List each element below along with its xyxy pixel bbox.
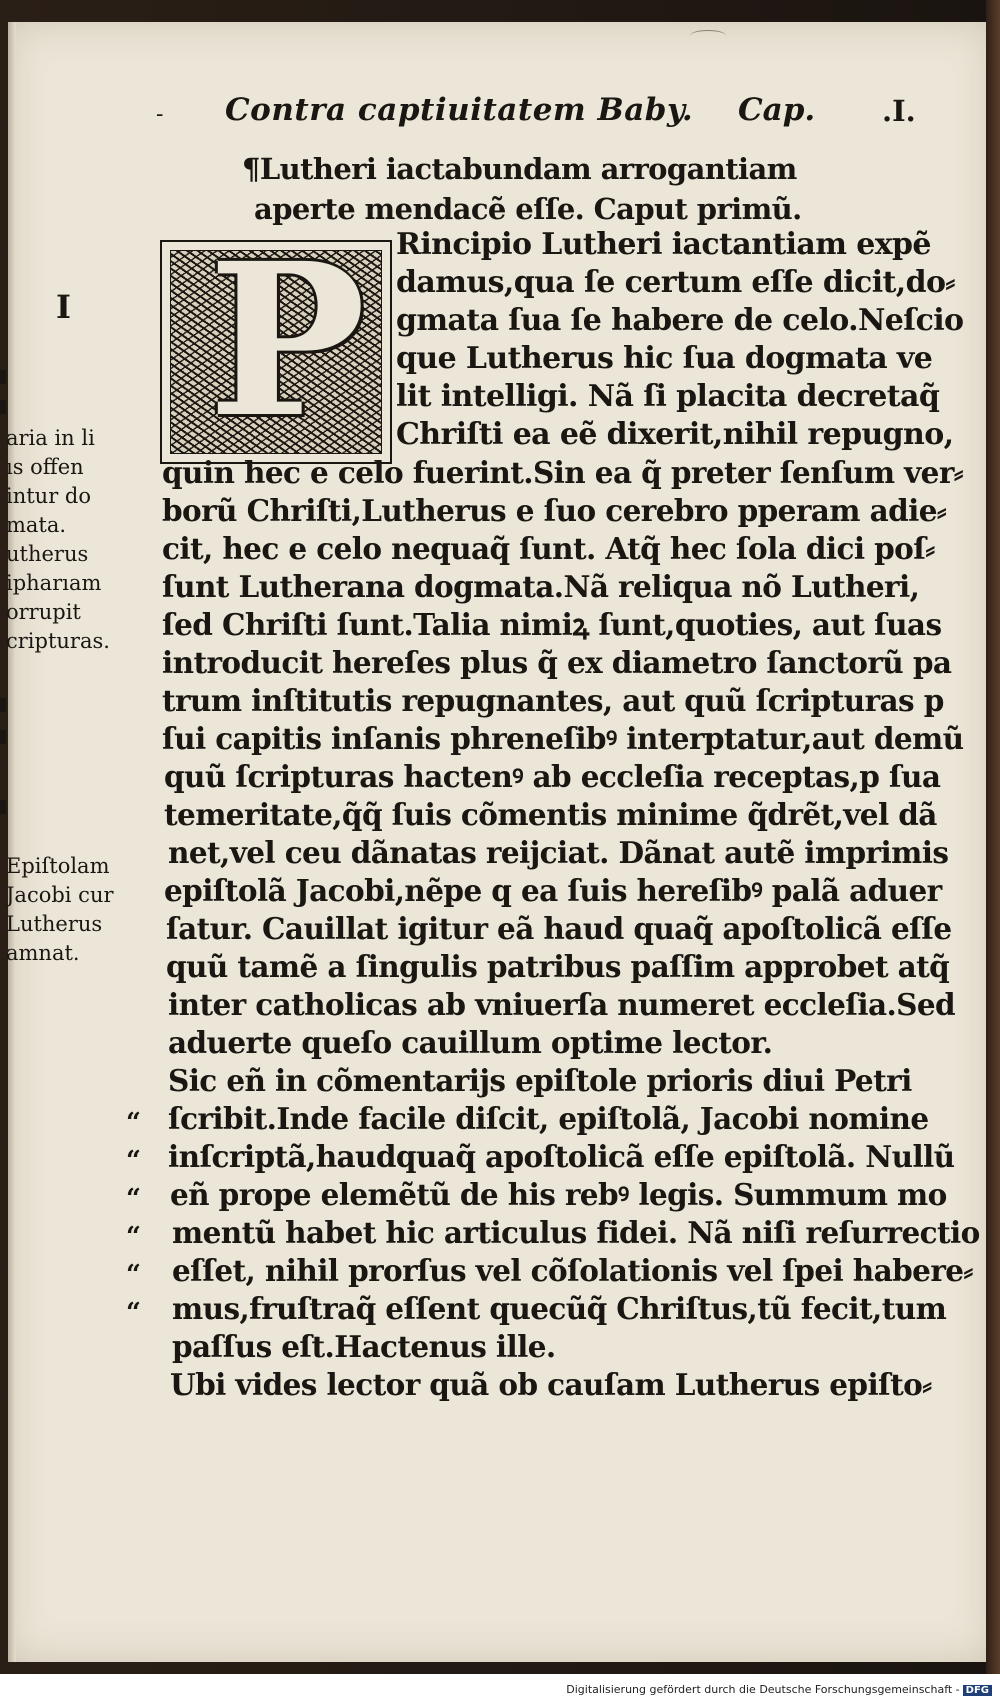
initial-letter: P: [208, 217, 366, 464]
body-line: gmata ſua ſe habere de celo.Neſcio: [396, 303, 964, 338]
page-gutter-edge: [8, 22, 16, 1662]
quotation-mark: “: [126, 1260, 141, 1290]
body-line: Ubi vides lector quã ob cauſam Lutherus epiſto⸗: [170, 1367, 932, 1402]
edge-mark: [0, 400, 6, 414]
body-line: Chriſti ea eẽ dixerit,nihil repugno,: [396, 417, 954, 452]
margin-note-line: amnat.: [6, 941, 80, 965]
body-line: paſſus eſt.Hactenus ille.: [172, 1329, 556, 1364]
body-line: net,vel ceu dãnatas reijciat. Dãnat autẽ imprimis: [168, 835, 949, 870]
margin-note-line: intur do: [6, 484, 92, 508]
margin-note-line: aria in li: [6, 426, 95, 450]
pencil-mark: [690, 30, 726, 41]
body-line: temeritate,q̃q̃ ſuis cõmentis minime q̃drẽt,vel dã: [164, 797, 937, 832]
body-line: ſunt Lutherana dogmata.Nã reliqua nõ Lutheri,: [162, 569, 920, 604]
edge-mark: [0, 730, 6, 744]
body-line: introducit hereſes plus q̃ ex diametro ſanctorũ pa: [162, 645, 952, 680]
margin-note-line: mata.: [6, 513, 67, 537]
body-line: trum inſtitutis repugnantes, aut quũ ſcripturas p: [162, 683, 944, 718]
margin-note-line: utherus: [6, 542, 89, 566]
edge-mark: [0, 698, 6, 712]
credit-line: [566, 1683, 992, 1696]
quotation-mark: “: [126, 1184, 141, 1214]
body-line: Rincipio Lutheri iactantiam expẽ: [396, 227, 931, 262]
credit-bar: [0, 1674, 1000, 1700]
margin-numeral: I: [56, 288, 71, 326]
body-line: ſcribit.Inde facile diſcit, epiſtolã, Jacobi nomine: [168, 1101, 929, 1136]
book-cover-edge: [986, 0, 1000, 1700]
dfg-logo: DFG: [963, 1685, 992, 1696]
body-line: ſed Chriſti ſunt.Talia nimiꝝ ſunt,quoties, aut ſuas: [162, 607, 942, 642]
decorated-initial: [160, 217, 392, 464]
body-line: que Lutherus hic ſua dogmata ve: [396, 341, 933, 376]
chapter-heading-line: aperte mendacẽ eſſe. Caput primũ.: [254, 192, 802, 226]
body-line: epiſtolã Jacobi,nẽpe q ea ſuis hereſibꝰ palã aduer: [164, 873, 942, 908]
body-line: inter catholicas ab vniuerſa numeret eccleſia.Sed: [168, 987, 956, 1022]
quotation-mark: “: [126, 1298, 141, 1328]
edge-mark: [0, 370, 6, 384]
running-head-title: Contra captiuitatem Baby.: [225, 92, 694, 128]
body-line: damus,qua ſe certum eſſe dicit,do⸗: [396, 265, 955, 300]
body-line: Sic eñ in cõmentarijs epiſtole prioris diui Petri: [168, 1063, 912, 1098]
body-line: inſcriptã,haudquaq̃ apoſtolicã eſſe epiſtolã. Nullũ: [168, 1139, 955, 1174]
body-line: lit intelligi. Nã ſi placita decretaq̃: [396, 379, 940, 414]
body-line: mentũ habet hic articulus fidei. Nã niſi reſurrectio: [172, 1215, 980, 1250]
quotation-mark: “: [126, 1108, 141, 1138]
margin-note-line: orrupit: [6, 600, 81, 624]
body-line: quin hec e celo fuerint.Sin ea q̃ preter ſenſum ver⸗: [162, 455, 964, 490]
body-line: aduerte queſo cauillum optime lector.: [168, 1025, 773, 1060]
body-line: quũ tamẽ a ſingulis patribus paſſim approbet atq̃: [166, 949, 950, 984]
running-head-cap: Cap.: [738, 92, 816, 128]
body-line: mus,fruſtraq̃ eſſent quecũq̃ Chriſtus,tũ fecit,tum: [172, 1291, 947, 1326]
chapter-heading-line: ¶Lutheri iactabundam arrogantiam: [242, 152, 797, 186]
body-line: quũ ſcripturas hactenꝰ ab eccleſia receptas,p ſua: [164, 759, 941, 794]
running-head-mark: -: [156, 102, 164, 127]
quotation-mark: “: [126, 1146, 141, 1176]
chapter-number: .I.: [882, 94, 916, 128]
margin-note-line: Epiſtolam: [6, 854, 110, 878]
body-line: ſatur. Cauillat igitur eã haud quaq̃ apoſtolicã eſſe: [166, 911, 952, 946]
margin-note-line: Jacobi cur: [6, 883, 114, 907]
credit-text: Digitalisierung gefördert durch die Deutsche Forschungsgemeinschaft -: [566, 1683, 960, 1696]
body-line: ſui capitis inſanis phreneſibꝰ interptatur,aut demũ: [162, 721, 964, 756]
margin-note-line: ipharıam: [6, 571, 102, 595]
body-line: cit, hec e celo nequaq̃ ſunt. Atq̃ hec ſola dici poſ⸗: [162, 531, 935, 566]
margin-note-line: Lutherus: [6, 912, 103, 936]
body-line: borũ Chriſti,Lutherus e ſuo cerebro pperam adie⸗: [162, 493, 947, 528]
quotation-mark: “: [126, 1222, 141, 1252]
body-line: eſſet, nihil prorſus vel cõſolationis vel ſpei habere⸗: [172, 1253, 973, 1288]
margin-note-line: ıs offen: [6, 455, 84, 479]
body-line: eñ prope elemẽtũ de his rebꝰ legis. Summum mo: [170, 1177, 947, 1212]
edge-mark: [0, 800, 6, 814]
margin-note-line: cripturas.: [6, 629, 110, 653]
